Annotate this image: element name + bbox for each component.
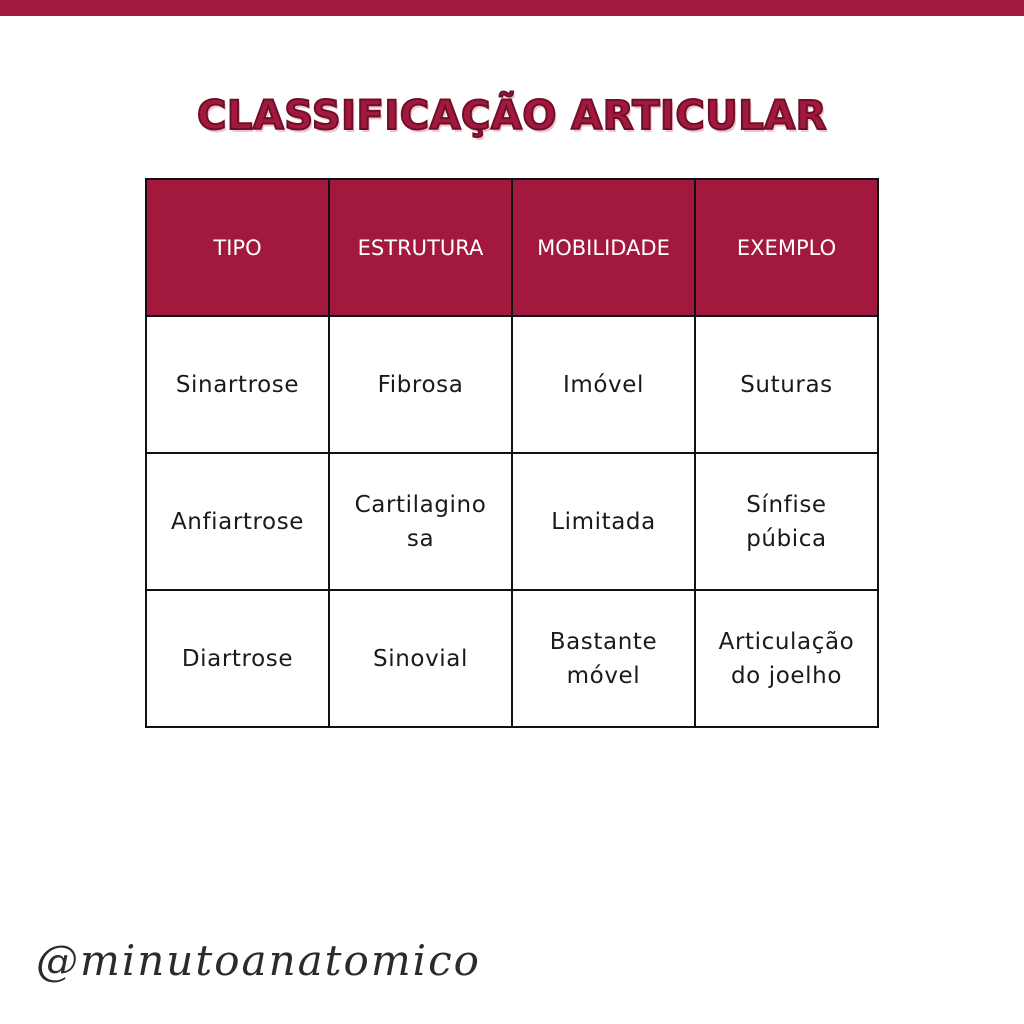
classification-table <box>145 178 879 728</box>
table-cell: Diartrose <box>146 590 329 727</box>
table-row <box>146 453 878 590</box>
table-cell: Bastante móvel <box>512 590 695 727</box>
table-cell: Imóvel <box>512 316 695 453</box>
table-cell: Anfiartrose <box>146 453 329 590</box>
table-cell: Sinartrose <box>146 316 329 453</box>
table-cell: Sinovial <box>329 590 512 727</box>
social-handle: @minutoanatomico <box>36 936 481 985</box>
table-cell: Cartilagino sa <box>329 453 512 590</box>
table-cell: Sínfise púbica <box>695 453 878 590</box>
top-accent-bar <box>0 0 1024 16</box>
header-cell-tipo: TIPO <box>146 179 329 316</box>
table-cell: Limitada <box>512 453 695 590</box>
table-header-row <box>146 179 878 316</box>
header-cell-estrutura: ESTRUTURA <box>329 179 512 316</box>
table-cell: Fibrosa <box>329 316 512 453</box>
header-cell-mobilidade: MOBILIDADE <box>512 179 695 316</box>
table-cell: Suturas <box>695 316 878 453</box>
table-cell: Articulação do joelho <box>695 590 878 727</box>
table-row <box>146 316 878 453</box>
page-title: CLASSIFICAÇÃO ARTICULAR <box>197 93 827 139</box>
header-cell-exemplo: EXEMPLO <box>695 179 878 316</box>
table-row <box>146 590 878 727</box>
